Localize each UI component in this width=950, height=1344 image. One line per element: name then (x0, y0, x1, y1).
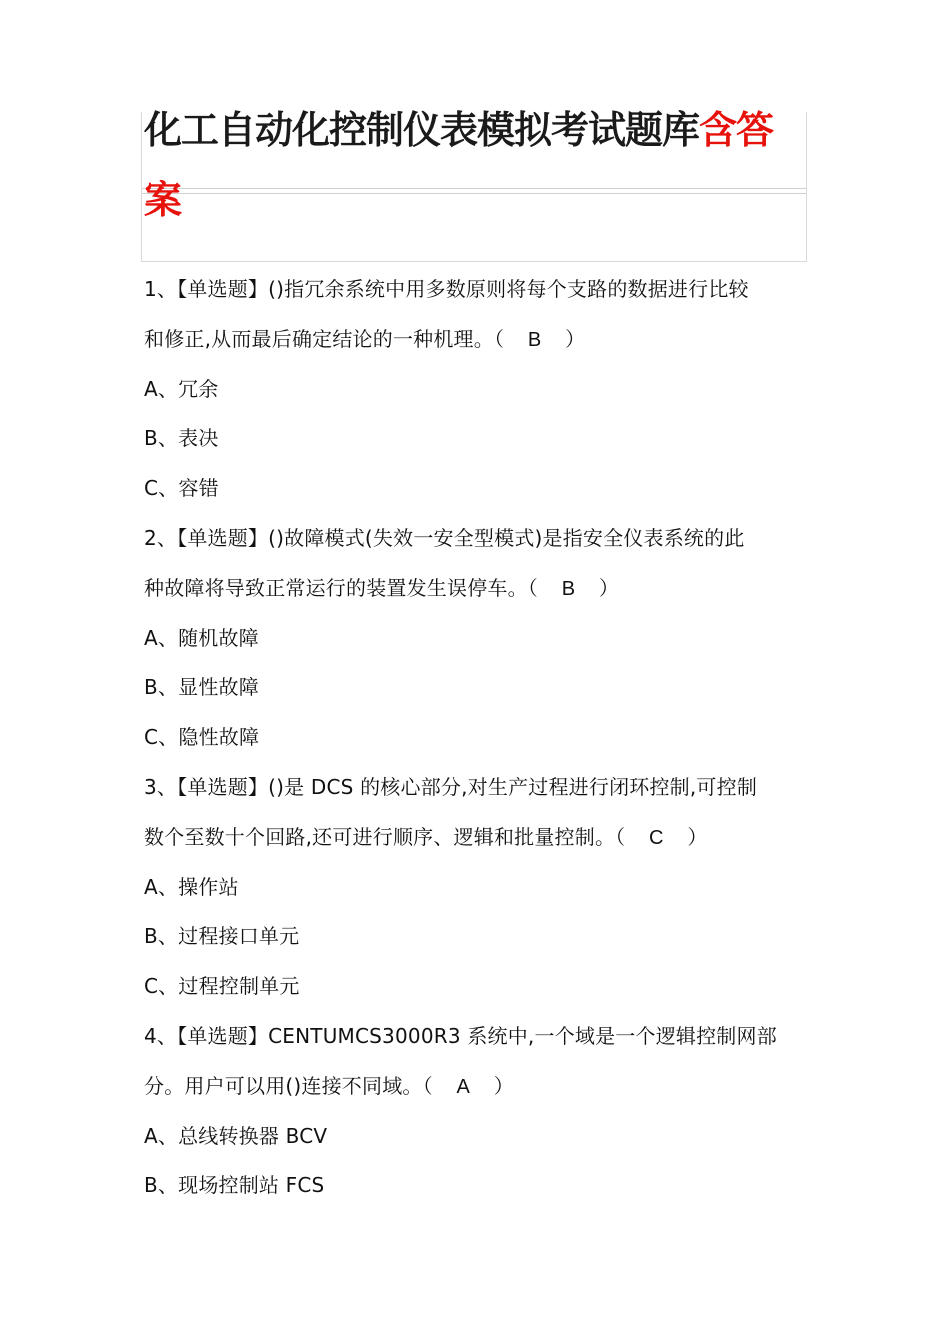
question-stem: 2、【单选题】()故障模式(失效一安全型模式)是指安全仪表系统的此 (144, 525, 745, 550)
question-item (144, 763, 812, 1012)
answer-bracket: ） (493, 1073, 514, 1098)
option: B、现场控制站 FCS (144, 1173, 325, 1198)
question-stem-text: 和修正,从而最后确定结论的一种机理。（ (144, 326, 505, 351)
question-item (144, 265, 812, 514)
question-stem-text: 数个至数十个回路,还可进行顺序、逻辑和批量控制。（ (144, 824, 626, 849)
divider (142, 193, 806, 194)
question-stem (144, 1062, 812, 1112)
question-stem (144, 315, 812, 365)
answer-label: A (456, 1075, 471, 1098)
answer-label: B (561, 577, 576, 600)
question-item (144, 1012, 812, 1211)
answer-label: C (649, 826, 664, 849)
option: B、过程接口单元 (144, 924, 300, 949)
option: C、容错 (144, 476, 219, 501)
question-stem-text: 分。用户可以用()连接不同域。（ (144, 1073, 433, 1098)
answer-bracket: ） (598, 575, 620, 600)
option: A、随机故障 (144, 625, 259, 650)
option: A、总线转换器 BCV (144, 1123, 328, 1148)
question-stem: 1、【单选题】()指冗余系统中用多数原则将每个支路的数据进行比较 (144, 277, 749, 301)
question-stem: 4、【单选题】CENTUMCS3000R3 系统中,一个域是一个逻辑控制网部 (144, 1023, 777, 1048)
title-highlight: 案 (144, 178, 182, 222)
option: C、过程控制单元 (144, 974, 300, 999)
answer-bracket: ） (565, 326, 586, 351)
question-list (144, 265, 812, 1211)
question-stem-text: 种故障将导致正常运行的装置发生误停车。（ (144, 575, 538, 600)
page-title-continued (144, 180, 181, 220)
divider (142, 188, 806, 189)
title-highlight: 含答 (699, 108, 774, 152)
option: A、冗余 (144, 376, 219, 401)
question-stem: 3、【单选题】()是 DCS 的核心部分,对生产过程进行闭环控制,可控制 (144, 774, 758, 799)
question-stem (144, 564, 812, 614)
title-text: 化工自动化控制仪表模拟考试题库 (144, 108, 700, 152)
question-item (144, 514, 812, 763)
option: B、表决 (144, 426, 219, 451)
option: A、操作站 (144, 874, 239, 899)
answer-label: B (527, 328, 542, 351)
option: B、显性故障 (144, 675, 259, 700)
option: C、隐性故障 (144, 725, 260, 750)
question-stem (144, 813, 812, 863)
page-title (144, 110, 773, 150)
answer-bracket: ） (687, 824, 708, 849)
